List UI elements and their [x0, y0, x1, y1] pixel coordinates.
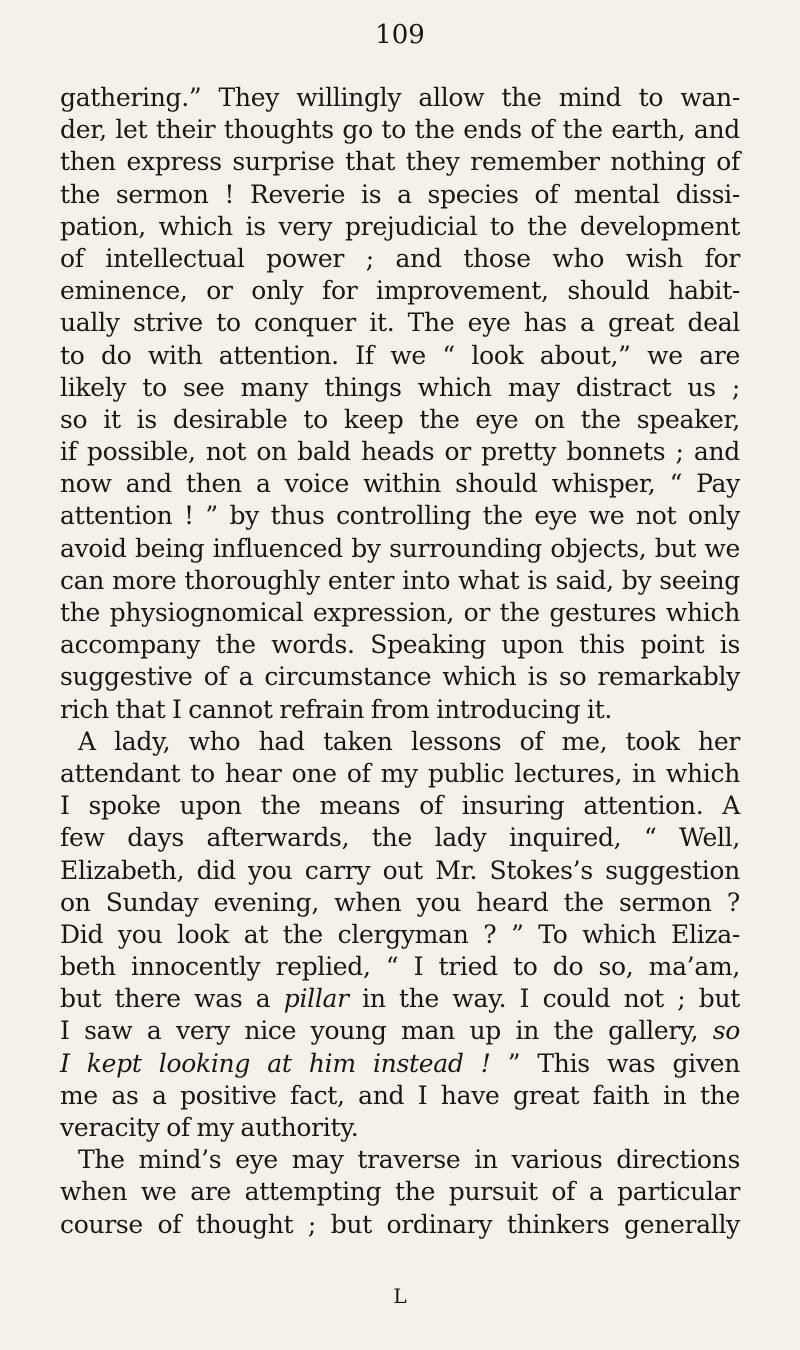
text-run: gathering.” They willingly allow the mind to wan-: [60, 83, 740, 112]
text-line: [60, 1080, 740, 1112]
text-run: A lady, who had taken lessons of me, took her: [78, 726, 740, 756]
text-run: so it is desirable to keep the eye on the speaker,: [60, 404, 740, 434]
text-line: [60, 146, 740, 178]
text-line: [60, 983, 740, 1015]
text-line: [60, 1144, 740, 1176]
text-run: the physiognomical expression, or the gestures which: [60, 598, 740, 627]
text-line: [60, 404, 740, 436]
text-line: [60, 500, 740, 532]
text-line: [60, 1112, 740, 1144]
text-run: then express surprise that they remember nothing of: [60, 147, 740, 177]
italic-text: pillar: [283, 984, 349, 1014]
text-run: of intellectual power ; and those who wish for: [60, 243, 740, 273]
text-line: [60, 629, 740, 661]
body-text: [60, 82, 740, 1241]
text-run: in the way. I could not ; but: [348, 984, 740, 1014]
text-run: ually strive to conquer it. The eye has a great deal: [60, 308, 740, 338]
text-line: [60, 82, 740, 114]
text-line: [60, 1176, 740, 1208]
text-run: suggestive of a circumstance which is so remarkably: [60, 662, 740, 692]
text-run: but there was a: [60, 984, 284, 1014]
page-number: 109: [375, 20, 425, 50]
text-line: [60, 372, 740, 404]
text-run: when we are attempting the pursuit of a particular: [60, 1177, 740, 1207]
text-line: [60, 597, 740, 629]
signature-mark: L: [393, 1284, 407, 1308]
text-run: me as a positive fact, and I have great faith in the: [60, 1080, 740, 1110]
text-line: [60, 661, 740, 693]
text-run: I saw a very nice young man up in the gallery,: [60, 1016, 713, 1046]
text-run: rich that I cannot refrain from introducing it.: [60, 694, 613, 724]
text-line: [60, 887, 740, 919]
text-run: to do with attention. If we “ look about,” we are: [60, 340, 740, 370]
text-line: [60, 1048, 740, 1080]
text-run: ” This was given: [490, 1048, 740, 1078]
text-run: attention ! ” by thus controlling the eye we not only: [60, 501, 740, 531]
italic-text: so: [712, 1016, 740, 1046]
text-line: [60, 340, 740, 372]
text-line: [60, 114, 740, 146]
text-run: can more thoroughly enter into what is said, by seeing: [60, 565, 740, 595]
text-line: [60, 726, 740, 758]
text-line: [60, 919, 740, 951]
text-run: if possible, not on bald heads or pretty bonnets ; and: [60, 437, 740, 467]
text-run: Elizabeth, did you carry out Mr. Stokes’s suggestion: [60, 855, 740, 885]
text-line: [60, 758, 740, 790]
text-run: the sermon ! Reverie is a species of mental dissi-: [60, 179, 740, 209]
text-line: [60, 307, 740, 339]
text-line: [60, 211, 740, 243]
italic-text: I kept looking at him instead !: [60, 1048, 491, 1078]
text-run: few days afterwards, the lady inquired, “ Well,: [60, 823, 740, 853]
text-line: [60, 1209, 740, 1241]
text-run: on Sunday evening, when you heard the sermon ?: [60, 887, 740, 917]
text-run: der, let their thoughts go to the ends of the earth, and: [60, 115, 740, 145]
text-run: now and then a voice within should whisper, “ Pay: [60, 469, 740, 499]
text-run: course of thought ; but ordinary thinkers generally: [60, 1209, 740, 1239]
text-line: [60, 436, 740, 468]
text-line: [60, 275, 740, 307]
text-line: [60, 468, 740, 500]
text-line: [60, 951, 740, 983]
text-run: accompany the words. Speaking upon this point is: [60, 630, 740, 660]
text-line: [60, 694, 740, 726]
text-line: [60, 790, 740, 822]
text-run: I spoke upon the means of insuring attention. A: [60, 791, 740, 821]
text-run: beth innocently replied, “ I tried to do so, ma’am,: [60, 952, 740, 982]
text-run: pation, which is very prejudicial to the development: [60, 211, 740, 241]
text-run: attendant to hear one of my public lectures, in which: [60, 758, 740, 788]
text-run: eminence, or only for improvement, should habit-: [60, 276, 740, 306]
text-run: The mind’s eye may traverse in various directions: [78, 1145, 740, 1175]
text-line: [60, 855, 740, 887]
text-run: likely to see many things which may distract us ;: [60, 372, 740, 402]
text-run: veracity of my authority.: [60, 1113, 359, 1142]
text-line: [60, 179, 740, 211]
text-line: [60, 533, 740, 565]
text-line: [60, 1015, 740, 1047]
text-run: avoid being influenced by surrounding objects, but we: [60, 533, 740, 563]
text-line: [60, 243, 740, 275]
text-line: [60, 822, 740, 854]
text-run: Did you look at the clergyman ? ” To which Eliza-: [60, 919, 740, 949]
text-line: [60, 565, 740, 597]
